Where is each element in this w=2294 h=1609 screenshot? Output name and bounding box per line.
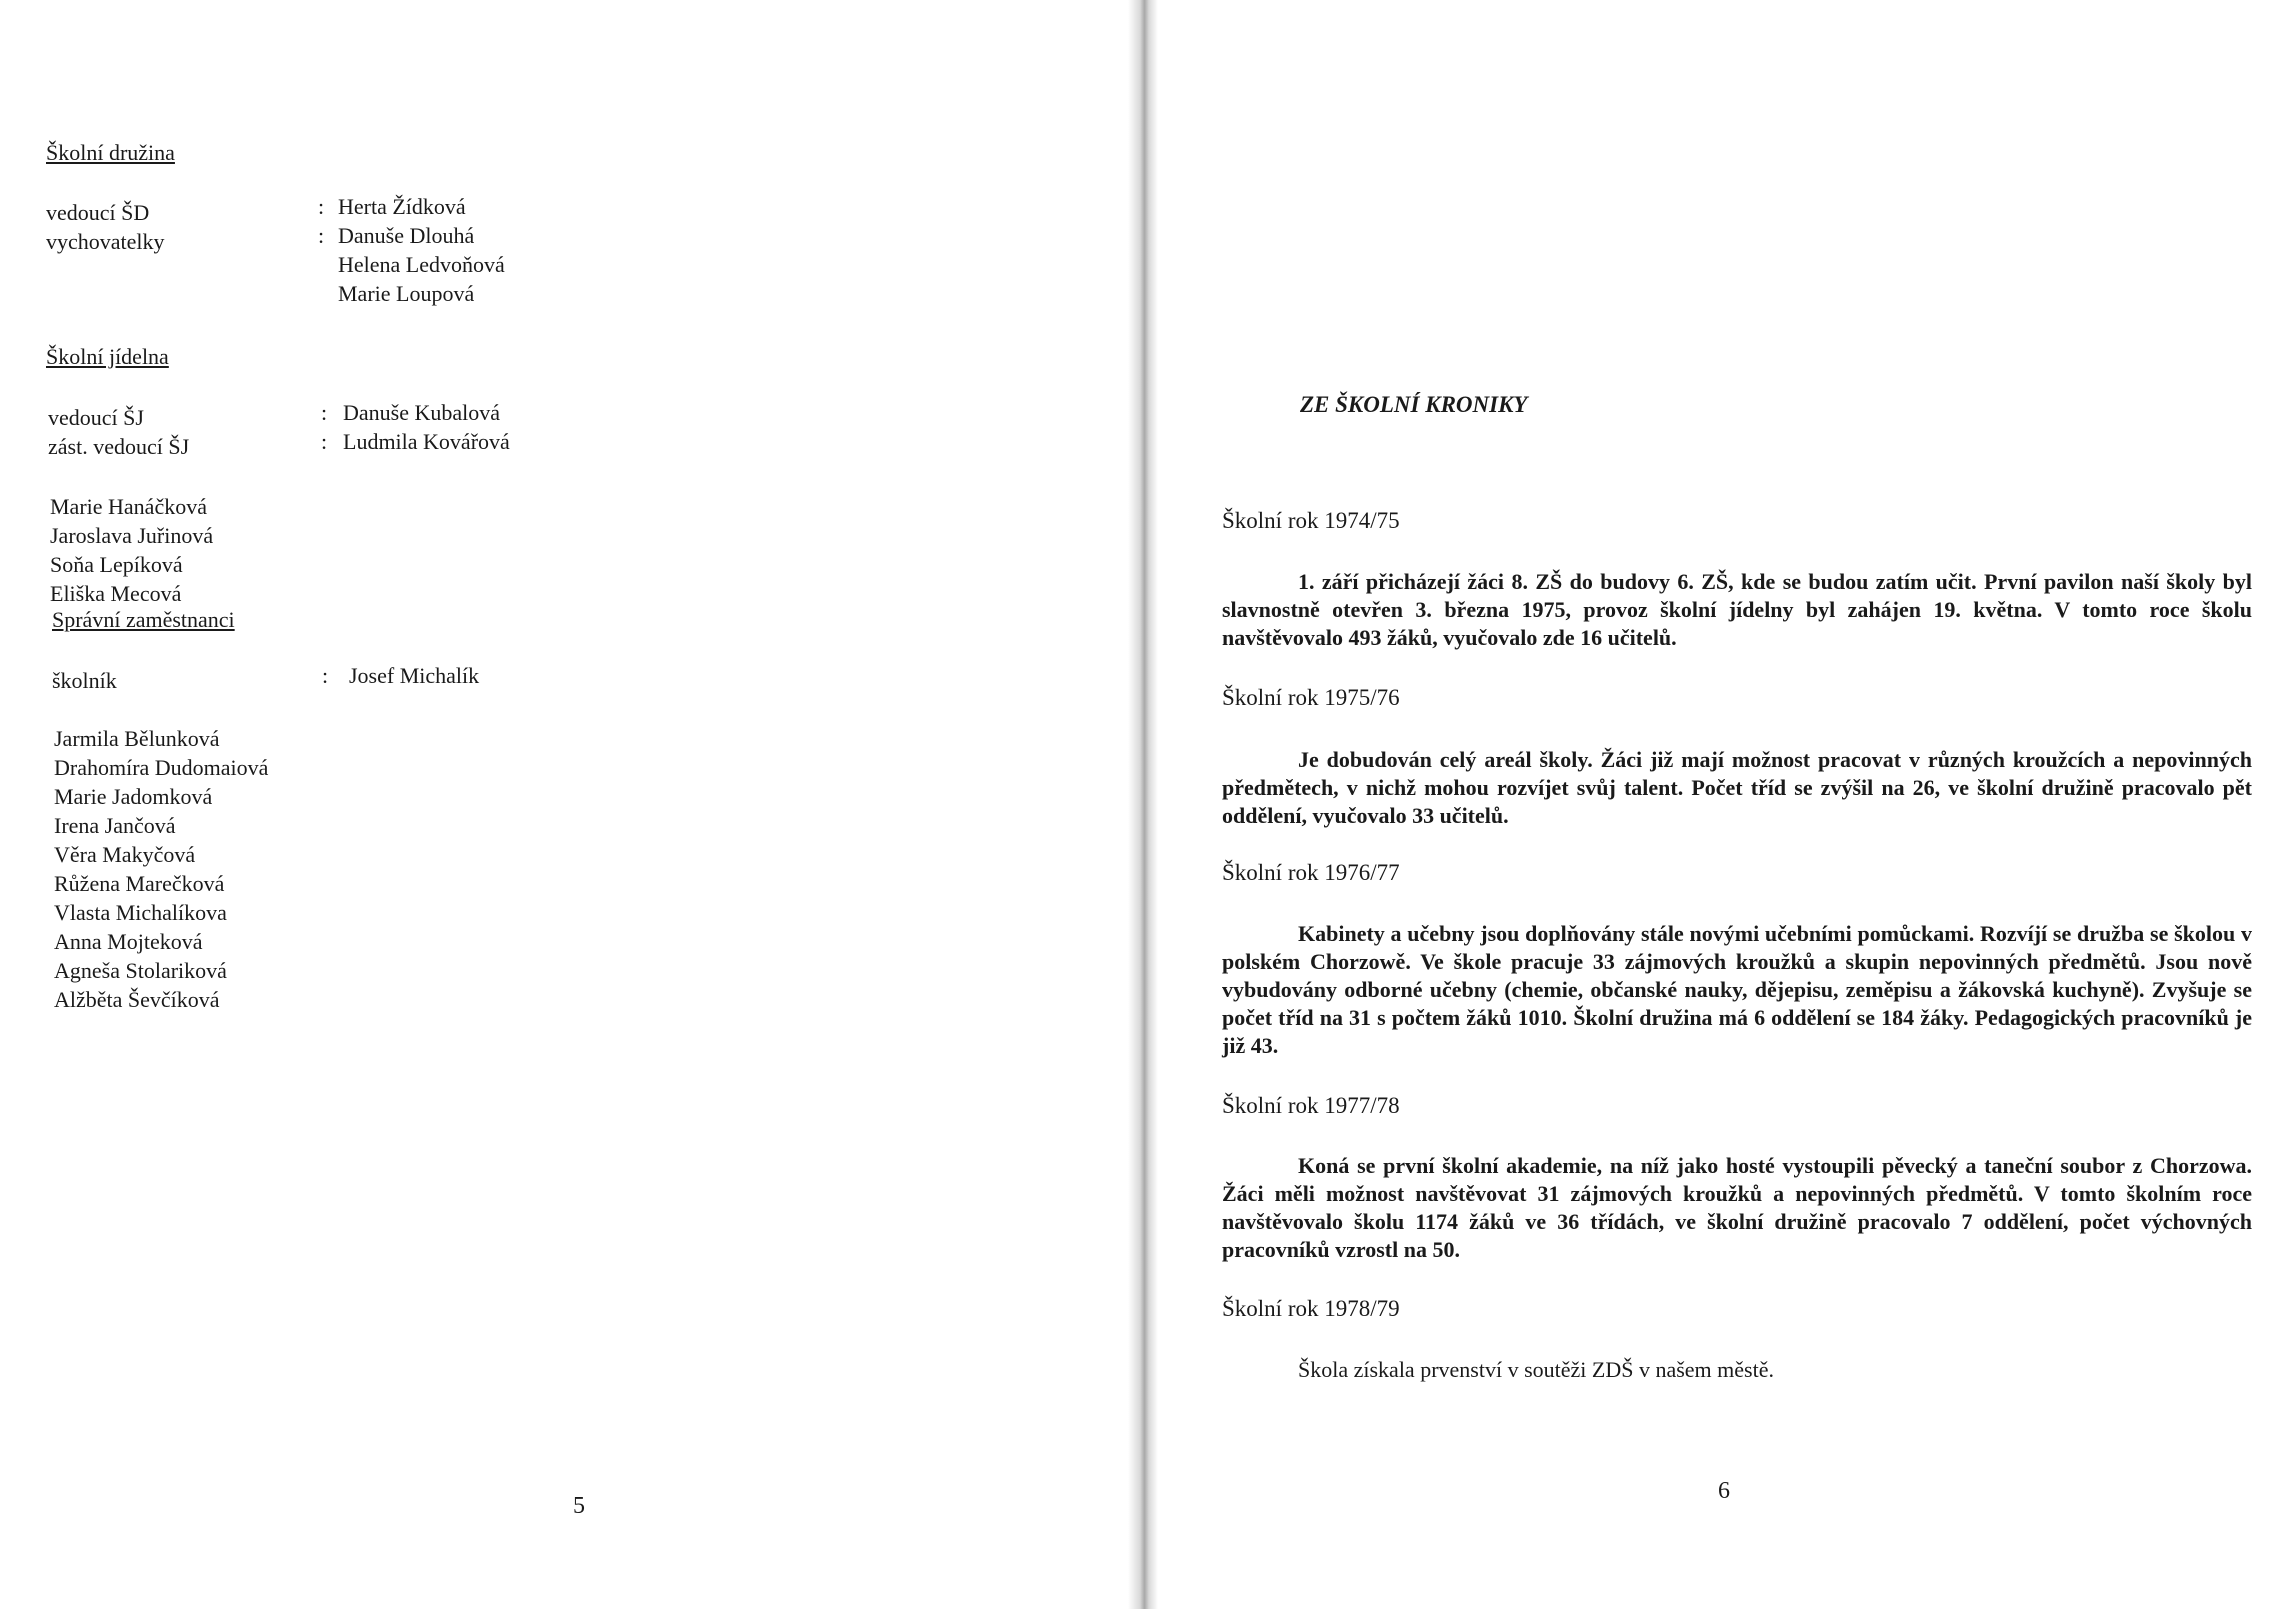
section-heading-spravni: Správní zaměstnanci xyxy=(52,607,235,632)
staff-list-jidelna xyxy=(50,492,213,608)
name-item: Anna Mojteková xyxy=(54,929,203,954)
colon: : xyxy=(318,194,325,219)
name-item: Drahomíra Dudomaiová xyxy=(54,755,269,780)
school-year-heading: Školní rok 1976/77 xyxy=(1222,860,1400,885)
school-year-heading: Školní rok 1977/78 xyxy=(1222,1093,1400,1118)
section-heading-jidelna: Školní jídelna xyxy=(46,344,169,369)
name-item: Marie Loupová xyxy=(338,281,475,306)
name-item: Jaroslava Juřinová xyxy=(50,523,214,548)
school-year-heading: Školní rok 1978/79 xyxy=(1222,1296,1400,1321)
school-year-heading: Školní rok 1975/76 xyxy=(1222,685,1400,710)
name-item: Eliška Mecová xyxy=(50,581,182,606)
role-label-vychovatelky: vychovatelky xyxy=(46,229,165,254)
name-item: Jarmila Bělunková xyxy=(54,726,220,751)
name-item: Agneša Stolariková xyxy=(54,958,227,983)
colon: : xyxy=(321,400,328,425)
role-label-vedouci-sd: vedoucí ŠD xyxy=(46,200,150,225)
name-list-jidelna xyxy=(343,398,510,456)
name-skolnik: Josef Michalík xyxy=(349,663,480,688)
name-item: Irena Jančová xyxy=(54,813,176,838)
section-heading-druzina: Školní družina xyxy=(46,140,175,165)
page-number-left: 5 xyxy=(573,1493,585,1519)
colon: : xyxy=(321,429,328,454)
role-label-vedouci-sj: vedoucí ŠJ xyxy=(48,405,144,430)
name-item: Věra Makyčová xyxy=(54,842,196,867)
chronicle-paragraph: 1. září přicházejí žáci 8. ZŠ do budovy 6. ZŠ, kde se budou zatím učit. První pavilon naší školy byl slavnostně otevřen 3. března 1975, provoz školní jídelny byl zahájen 19. května. V tomto roce školu navštěvovalo 493 žáků, vyučovalo zde 16 učitelů. xyxy=(1222,569,2252,650)
chronicle-title: ZE ŠKOLNÍ KRONIKY xyxy=(1300,392,1528,417)
chronicle-paragraph: Škola získala prvenství v soutěži ZDŠ v našem městě. xyxy=(1298,1357,1774,1382)
name-item: Marie Hanáčková xyxy=(50,494,207,519)
name-item: Danuše Dlouhá xyxy=(338,223,475,248)
name-item: Růžena Marečková xyxy=(54,871,225,896)
name-item: Ludmila Kovářová xyxy=(343,429,510,454)
staff-list-spravni xyxy=(54,724,268,1014)
name-item: Danuše Kubalová xyxy=(343,400,501,425)
chronicle-paragraph: Koná se první školní akademie, na níž jako hosté vystoupili pěvecký a taneční soubor z Chorzowa. Žáci měli možnost navštěvovat 31 zájmových kroužků a nepovinných předmětů. V tomto školním roce navštěvovalo školu 1174 žáků ve 36 třídách, ve školní družině pracovalo 7 oddělení, počet výchovných pracovníků vzrostl na 50. xyxy=(1222,1153,2252,1262)
colon: : xyxy=(322,663,329,688)
name-item: Soňa Lepíková xyxy=(50,552,183,577)
name-item: Marie Jadomková xyxy=(54,784,213,809)
role-label-skolnik: školník xyxy=(52,668,117,693)
name-list-druzina xyxy=(338,192,505,308)
school-year-heading: Školní rok 1974/75 xyxy=(1222,508,1400,533)
name-item: Vlasta Michalíkova xyxy=(54,900,227,925)
colon: : xyxy=(318,223,325,248)
name-item: Herta Žídková xyxy=(338,194,466,219)
page-number-right: 6 xyxy=(1718,1478,1730,1504)
chronicle-paragraph: Kabinety a učebny jsou doplňovány stále novými učebními pomůckami. Rozvíjí se družba se školou v polském Chorzowě. Ve škole pracuje 33 zájmových kroužků a skupin nepovinných předmětů. Jsou nově vybudovány odborné učebny (chemie, občanské nauky, dějepisu, zeměpisu a žákovská kuchyně). Zvyšuje se počet tříd na 31 s počtem žáků 1010. Školní družina má 6 oddělení se 184 žáky. Pedagogických pracovníků je již 43. xyxy=(1222,921,2252,1058)
role-label-zast-vedouci-sj: zást. vedoucí ŠJ xyxy=(48,434,190,459)
name-item: Alžběta Ševčíková xyxy=(54,987,220,1012)
chronicle-paragraph: Je dobudován celý areál školy. Žáci již mají možnost pracovat v různých kroužcích a nepovinných předmětech, v nichž mohou rozvíjet svůj talent. Počet tříd se zvýšil na 26, ve školní družině pracovalo pět oddělení, vyučovalo 33 učitelů. xyxy=(1222,747,2252,828)
name-item: Helena Ledvoňová xyxy=(338,252,505,277)
